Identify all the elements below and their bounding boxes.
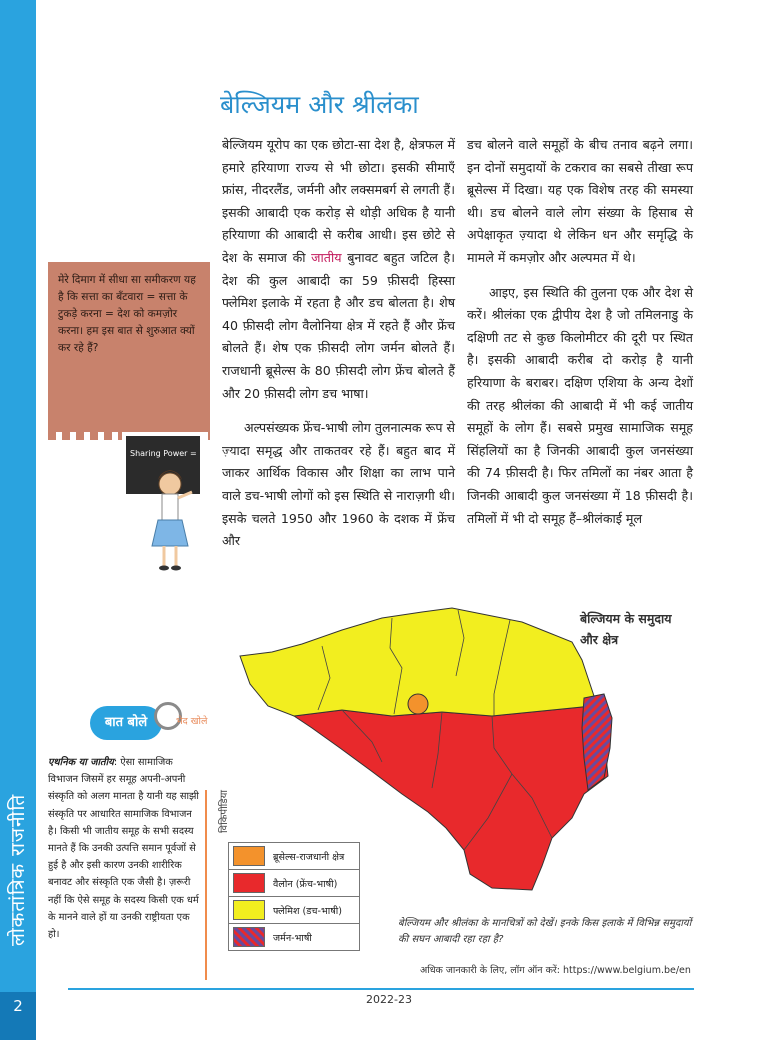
legend-item: [228, 924, 360, 951]
paragraph: अल्पसंख्यक फ्रेंच-भाषी लोग तुलनात्मक रूप से ज़्यादा समृद्ध और ताकतवर रहे हैं। बहुत बाद में जाकर आर्थिक विकास और शिक्षा का लाभ पाने वाले डच-भाषी लोगों को इस स्थिति से नाराज़गी थी। इसके चलते 1950 और 1960 के दशक में फ्रेंच और: [222, 420, 456, 549]
girl-at-blackboard-illustration: [122, 432, 233, 576]
legend-item: [228, 870, 360, 897]
definition-rule: [205, 790, 207, 980]
definition-term: एथनिक या जातीय: [48, 757, 114, 768]
paragraph: आइए, इस स्थिति की तुलना एक और देश से करें। श्रीलंका एक द्वीपीय देश है जो तमिलनाडु के दक्षिणी तट से कुछ किलोमीटर की दूरी पर स्थित है। इसकी आबादी करीब दो करोड़ है यानी हरियाणा के बराबर। दक्षिण एशिया के अन्य देशों की तरह श्रीलंका की आबादी में भी कई जातीय समूहों के लोग हैं। सबसे प्रमुख सामाजिक समूह सिंहलियों का है जिनकी आबादी कुल जनसंख्या की 74 फ़ीसदी है। फिर तमिलों का नंबर आता है जिनकी आबादी कुल जनसंख्या में 18 फ़ीसदी है। तमिलों में भी दो समूह हैं–श्रीलंकाई मूल: [467, 284, 693, 526]
map-caption: बेल्जियम और श्रीलंका के मानचित्रों को देखें। इनके किस इलाके में विभिन्न समुदायों की सघन आबादी रहा रहा है?: [398, 918, 692, 945]
section-heading: बेल्जियम और श्रीलंका: [220, 90, 419, 119]
definition-box: [48, 754, 200, 986]
badge-title: बात बोले: [90, 706, 162, 740]
paragraph-text: बेल्जियम यूरोप का एक छोटा-सा देश है, क्षेत्रफल में हमारे हरियाणा राज्य से भी छोटा। इसकी सीमाएँ फ्रांस, नीदरलैंड, जर्मनी और लक्समबर्ग से लगती हैं। इसकी आबादी एक करोड़ से थोड़ी अधिक है यानी हरियाणा की आबादी से करीब आधी। इस छोटे से देश के समाज की: [222, 137, 455, 265]
paragraph: [222, 134, 455, 405]
legend-label: फ्लेमिश (डच-भाषी): [273, 905, 342, 917]
legend-item: [228, 842, 360, 870]
legend-label: वैलोन (फ्रेंच-भाषी): [273, 878, 338, 890]
legend-swatch: [233, 873, 265, 893]
paragraph: डच बोलने वाले समूहों के बीच तनाव बढ़ने लगा। इन दोनों समुदायों के टकराव का सबसे तीखा रूप ब्रूसेल्स में दिखा। यह एक विशेष तरह की समस्या थी। डच बोलने वाले लोग संख्या के हिसाब से अपेक्षाकृत ज़्यादा थे लेकिन धन और समृद्धि के मामले में कमज़ोर और अल्पमत में थे।: [467, 137, 693, 265]
page-number: 2: [0, 992, 36, 1040]
map-legend: [228, 842, 360, 951]
legend-label: ब्रूसेल्स-राजधानी क्षेत्र: [273, 851, 345, 863]
footer-year: 2022-23: [366, 993, 412, 1006]
legend-swatch: [233, 900, 265, 920]
thought-note: मेरे दिमाग में सीधा सा समीकरण यह है कि सत्ता का बँटवारा = सत्ता के टुकड़े करना = देश को कमज़ोर करना। हम इस बात से शुरुआत क्यों कर रहे हैं?: [48, 262, 210, 432]
book-title: लोकतांत्रिक राजनीति: [7, 793, 29, 947]
text-column-left: [222, 134, 455, 565]
legend-swatch: [233, 846, 265, 866]
glossary-badge: [88, 700, 218, 746]
sidebar-band: [0, 0, 36, 1040]
legend-item: [228, 897, 360, 924]
definition-body: : ऐसा सामाजिक विभाजन जिसमें हर समूह अपनी-अपनी संस्कृति को अलग मानता है यानी यह साझी संस्कृति पर आधारित सामाजिक विभाजन है। किसी भी जातीय समूह के सभी सदस्य मानते हैं कि उनकी उत्पत्ति समान पूर्वजों से हुई है और इसी कारण उनकी शारीरिक बनावट और संस्कृति एक जैसी है। ज़रूरी नहीं कि ऐसे समूह के सदस्य किसी एक धर्म के मानने वाले हों या उनकी राष्ट्रीयता एक हो।: [48, 757, 199, 941]
glossary-term-link[interactable]: जातीय: [311, 249, 342, 265]
legend-swatch: [233, 927, 265, 947]
legend-label: जर्मन-भाषी: [273, 932, 312, 944]
paragraph-text: बुनावट बहुत जटिल है। देश की कुल आबादी का 59 फ़ीसदी हिस्सा फ्लेमिश इलाके में रहता है और डच बोलता है। शेष 40 फ़ीसदी लोग वैलोनिया क्षेत्र में रहते हैं और फ्रेंच बोलते हैं। शेष एक फ़ीसदी लोग जर्मन बोलते हैं। राजधानी ब्रूसेल्स के 80 फ़ीसदी लोग फ्रेंच बोलते हैं और 20 फ़ीसदी लोग डच भाषा।: [222, 249, 455, 401]
text-column-right: [467, 134, 693, 542]
map-title: बेल्जियम के समुदाय और क्षेत्र: [580, 611, 672, 647]
source-link[interactable]: अधिक जानकारी के लिए, लॉग ऑन करें: https://www.belgium.be/en: [420, 965, 691, 976]
blackboard-text: Sharing Power = Dividing: [130, 449, 233, 458]
footer-rule: [68, 988, 694, 990]
map-credit: विकिपीडिया: [219, 790, 230, 834]
badge-subtitle: भेद खोले: [176, 716, 208, 727]
brussels-region: [408, 694, 428, 714]
definition-text: [48, 754, 200, 943]
